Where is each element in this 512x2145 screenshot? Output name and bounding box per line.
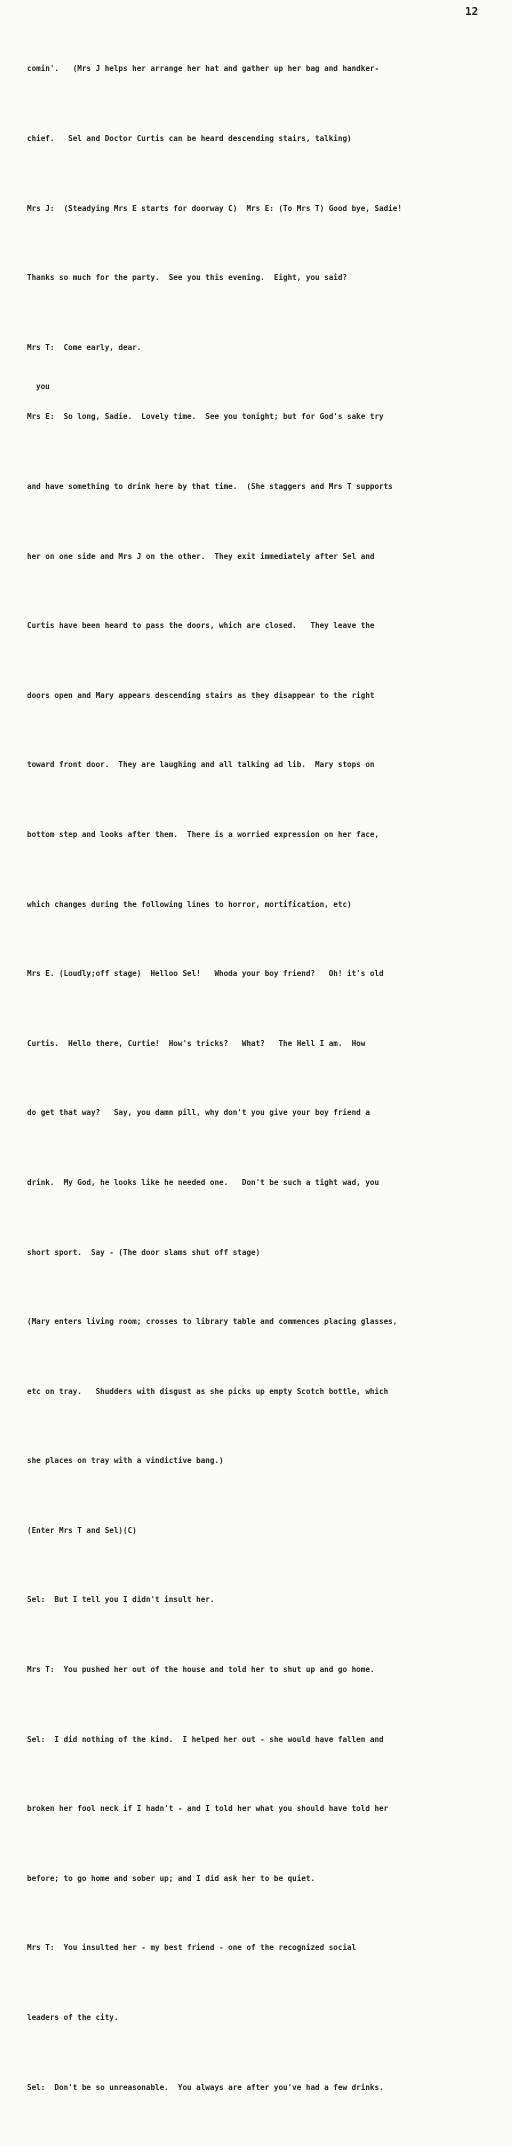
script-line: Mrs J: (Steadying Mrs E starts for doorway C) Mrs E: (To Mrs T) Good bye, Sadie! [27, 203, 402, 213]
page-number: 12 [465, 5, 479, 18]
script-line: short sport. Say - (The door slams shut off stage) [27, 1247, 261, 1257]
script-line: Sel: Don't be so unreasonable. You always are after you've had a few drinks. [27, 2082, 384, 2092]
script-line: drink. My God, he looks like he needed one. Don't be such a tight wad, you [27, 1177, 380, 1187]
script-line: Sel: But I tell you I didn't insult her. [27, 1595, 215, 1605]
script-line: before; to go home and sober up; and I did ask her to be quiet. [27, 1873, 316, 1883]
script-line: doors open and Mary appears descending stairs as they disappear to the right [27, 690, 375, 700]
script-line: Thanks so much for the party. See you this evening. Eight, you said? [27, 273, 348, 283]
script-line: etc on tray. Shudders with disgust as she picks up empty Scotch bottle, which [27, 1386, 389, 1396]
script-line: (Mary enters living room; crosses to library table and commences placing glasses, [27, 1317, 398, 1327]
script-line: and have something to drink here by that time. (She staggers and Mrs T supports [27, 481, 393, 491]
script-line: chief. Sel and Doctor Curtis can be heard descending stairs, talking) [27, 134, 352, 143]
script-line: comin'. (Mrs J helps her arrange her hat and gather up her bag and handker- [27, 64, 380, 74]
script-line: her on one side and Mrs J on the other. They exit immediately after Sel and [27, 551, 375, 561]
script-line: broken her fool neck if I hadn't - and I told her what you should have told her [27, 1804, 389, 1814]
script-line: do get that way? Say, you damn pill, why don't you give your boy friend a [27, 1108, 370, 1118]
script-line: Mrs E. (Loudly;off stage) Helloo Sel! Whoda your boy friend? Oh! it's old [27, 969, 384, 979]
script-line: Curtis. Hello there, Curtie! How's tricks? What? The Hell I am. How [27, 1038, 366, 1048]
script-line: she places on tray with a vindictive bang.) [27, 1456, 224, 1466]
script-line: (Enter Mrs T and Sel)(C) [27, 1525, 137, 1535]
script-line: which changes during the following lines to horror, mortification, etc) [27, 899, 352, 909]
script-line: Mrs E: So long, Sadie. Lovely time. See you tonight; but for God's sake try [27, 412, 384, 422]
script-body [27, 11, 505, 2145]
script-line: bottom step and looks after them. There is a worried expression on her face, [27, 829, 380, 839]
script-line: toward front door. They are laughing and all talking ad lib. Mary stops on [27, 760, 375, 770]
script-line: Curtis have been heard to pass the doors, which are closed. They leave the [27, 621, 375, 631]
handwritten-interlinear-insert: you [36, 382, 50, 391]
script-line: Mrs T: Come early, dear. [27, 342, 142, 352]
script-line: leaders of the city. [27, 2013, 119, 2023]
script-line: Mrs T: You insulted her - my best friend - one of the recognized social [27, 1943, 357, 1953]
script-line: Sel: I did nothing of the kind. I helped her out - she would have fallen and [27, 1734, 384, 1744]
script-line: Mrs T: You pushed her out of the house and told her to shut up and go home. [27, 1665, 375, 1675]
